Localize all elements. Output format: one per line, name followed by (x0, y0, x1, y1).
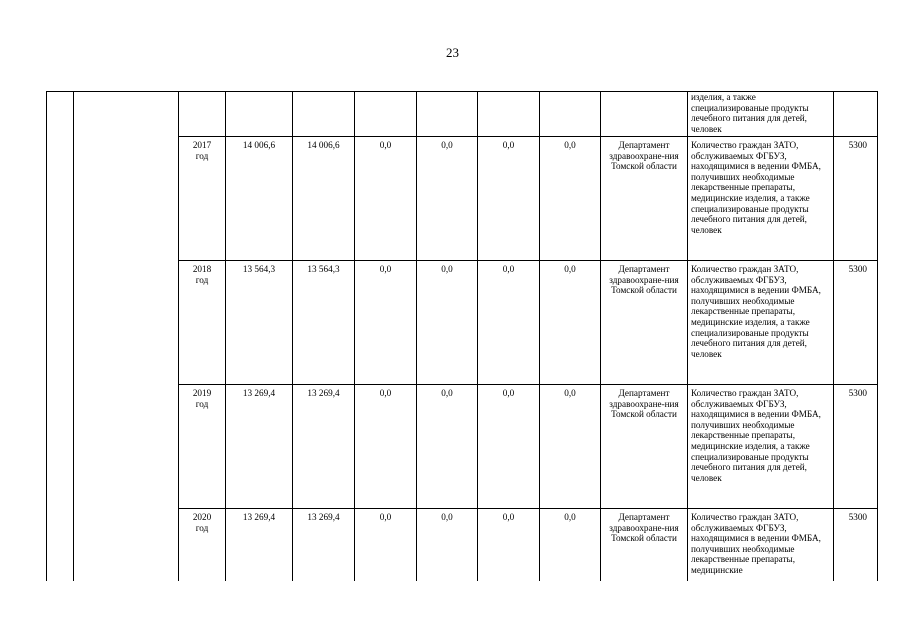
page-number: 23 (446, 45, 459, 60)
executor-cell: Департамент здравоохране-ния Томской области (601, 509, 688, 582)
budget-cell: 0,0 (540, 509, 601, 582)
budget-cell: 0,0 (355, 385, 417, 509)
year-cell: 2018 год (179, 261, 226, 385)
task-name-cell (74, 92, 179, 582)
indicator-value-cell: 5300 (834, 137, 878, 261)
total-cell: 13 269,4 (226, 509, 293, 582)
budget-cell: 0,0 (540, 261, 601, 385)
budget-cell: 0,0 (417, 261, 478, 385)
federal-budget-cell: 13 269,4 (293, 509, 355, 582)
indicator-cell: Количество граждан ЗАТО, обслуживаемых ФГБУЗ, находящимися в ведении ФМБА, получивших необходимые лекарственные препараты, медицинские изделия, а также специализированые продукты лечебного питания для детей, человек (688, 137, 834, 261)
indicator-cell: изделия, а также специализированые продукты лечебного питания для детей, человек (688, 92, 834, 137)
budget-cell: 0,0 (478, 385, 540, 509)
budget-cell: 0,0 (417, 509, 478, 582)
indicator-value-cell: 5300 (834, 385, 878, 509)
budget-cell: 0,0 (478, 137, 540, 261)
indicator-cell: Количество граждан ЗАТО, обслуживаемых ФГБУЗ, находящимися в ведении ФМБА, получивших необходимые лекарственные препараты, медицинские (688, 509, 834, 582)
federal-budget-cell: 14 006,6 (293, 137, 355, 261)
budget-cell: 0,0 (478, 261, 540, 385)
budget-cell: 0,0 (417, 385, 478, 509)
budget-cell: 0,0 (355, 137, 417, 261)
federal-budget-cell: 13 564,3 (293, 261, 355, 385)
indicator-cell: Количество граждан ЗАТО, обслуживаемых ФГБУЗ, находящимися в ведении ФМБА, получивших необходимые лекарственные препараты, медицинские изделия, а также специализированые продукты лечебного питания для детей, человек (688, 385, 834, 509)
total-cell: 14 006,6 (226, 137, 293, 261)
total-cell: 13 269,4 (226, 385, 293, 509)
budget-cell: 0,0 (355, 261, 417, 385)
table-row-continuation (47, 92, 878, 137)
year-cell: 2019 год (179, 385, 226, 509)
indicator-value-cell: 5300 (834, 261, 878, 385)
executor-cell: Департамент здравоохране-ния Томской области (601, 385, 688, 509)
indicator-cell: Количество граждан ЗАТО, обслуживаемых ФГБУЗ, находящимися в ведении ФМБА, получивших необходимые лекарственные препараты, медицинские изделия, а также специализированые продукты лечебного питания для детей, человек (688, 261, 834, 385)
year-cell: 2017 год (179, 137, 226, 261)
executor-cell: Департамент здравоохране-ния Томской области (601, 137, 688, 261)
executor-cell: Департамент здравоохране-ния Томской области (601, 261, 688, 385)
budget-cell: 0,0 (540, 137, 601, 261)
total-cell: 13 564,3 (226, 261, 293, 385)
number-cell (47, 92, 74, 582)
indicator-value-cell: 5300 (834, 509, 878, 582)
budget-cell: 0,0 (478, 509, 540, 582)
federal-budget-cell: 13 269,4 (293, 385, 355, 509)
budget-cell: 0,0 (417, 137, 478, 261)
budget-cell: 0,0 (355, 509, 417, 582)
program-table (46, 91, 878, 581)
budget-cell: 0,0 (540, 385, 601, 509)
year-cell: 2020 год (179, 509, 226, 582)
